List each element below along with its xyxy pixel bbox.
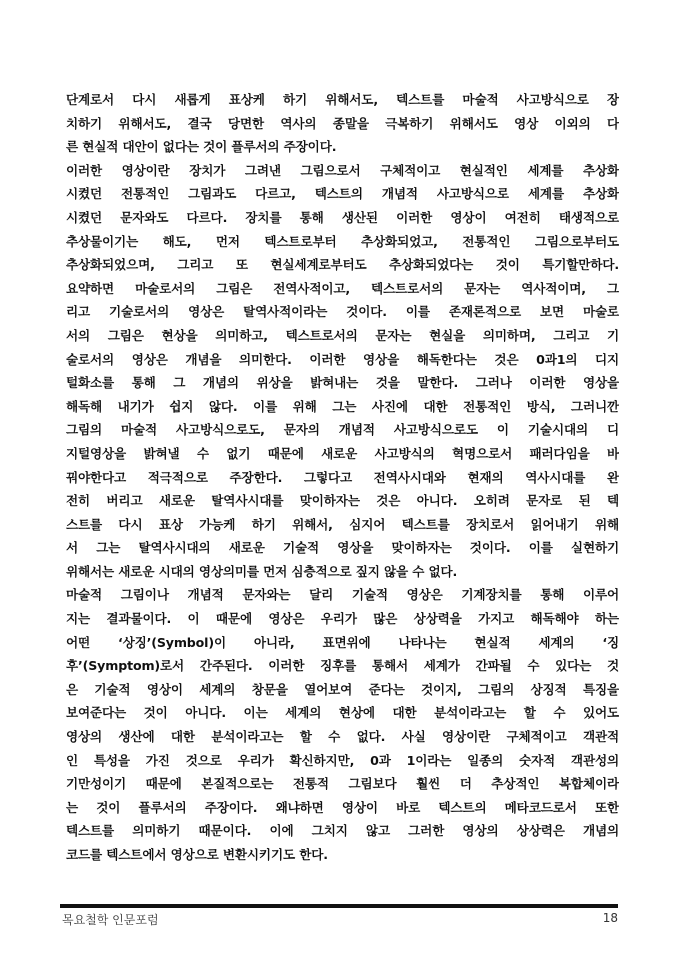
text-line: 위해서는 새로운 시대의 영상의미를 먼저 심층적으로 짚지 않을 수 없다. — [66, 563, 458, 579]
text-line: 추상물이기는 해도, 먼저 텍스트로부터 추상화되었고, 전통적인 그림으로부터도 — [66, 233, 619, 249]
text-line: 지는 결과물이다. 이 때문에 영상은 우리가 많은 상상력을 가지고 해독해야 하는 — [66, 611, 619, 627]
body-text — [66, 88, 619, 867]
text-line: 요약하면 마술로서의 그림은 전역사적이고, 텍스트로서의 문자는 역사적이며, 그 — [66, 280, 619, 296]
text-line: 른 현실적 대안이 없다는 것이 플루서의 주장이다. — [66, 139, 337, 155]
text-line: 술로서의 영상은 개념을 의미한다. 이러한 영상을 해독한다는 것은 0과1의 디지 — [66, 351, 619, 367]
text-line: 전히 버리고 새로운 탈역사시대를 맞이하자는 것은 아니다. 오히려 문자로 된 텍 — [66, 493, 619, 509]
text-line: 은 기술적 영상이 세계의 창문을 열어보여 준다는 것이지, 그림의 상징적 특징을 — [66, 681, 619, 697]
text-line: 기만성이기 때문에 본질적으로는 전통적 그림보다 훨씬 더 추상적인 복합체이라 — [66, 776, 619, 792]
text-line: 코드를 텍스트에서 영상으로 변환시키기도 한다. — [66, 847, 328, 862]
text-line: 시켰던 문자와도 다르다. 장치를 통해 생산된 이러한 영상이 여전히 태생적으로 — [66, 209, 619, 225]
text-line: 보여준다는 것이 아니다. 이는 세계의 현상에 대한 분석이라고는 할 수 있어도 — [66, 705, 619, 721]
text-line: 텍스트를 의미하기 때문이다. 이에 그치지 않고 그러한 영상의 상상력은 개념의 — [66, 823, 619, 839]
page-number: 18 — [602, 911, 618, 925]
text-line: 추상화되었으며, 그리고 또 현실세계로부터도 추상화되었다는 것이 특기할만하다. — [66, 257, 619, 273]
footer-rule — [60, 904, 618, 908]
text-line: 해독해 내기가 쉽지 않다. 이를 위해 그는 사진에 대한 전통적인 방식, 그러니깐 — [66, 398, 619, 414]
footer-title: 목요철학 인문포럼 — [62, 913, 159, 927]
text-line: 는 것이 플루서의 주장이다. 왜냐하면 영상이 바로 텍스트의 메타코드로서 또한 — [66, 799, 619, 815]
text-line: 인 특성을 가진 것으로 우리가 확신하지만, 0과 1이라는 일종의 숫자적 객관성의 — [66, 752, 619, 768]
text-line: 서 그는 탈역사시대의 새로운 기술적 영상을 맞이하자는 것이다. 이를 실현하기 — [66, 540, 619, 556]
text-line: 어떤 ‘상징’(Symbol)이 아니라, 표면위에 나타나는 현실적 세계의 ‘징 — [66, 634, 619, 650]
text-line: 마술적 그림이나 개념적 문자와는 달리 기술적 영상은 기계장치를 통해 이루어 — [66, 587, 619, 603]
text-line: 단계로서 다시 새롭게 표상케 하기 위해서도, 텍스트를 마술적 사고방식으로 장 — [66, 92, 619, 107]
text-line: 스트를 다시 표상 가능케 하기 위해서, 심지어 텍스트를 장치로서 읽어내기 위해 — [66, 516, 619, 532]
text-line: 영상의 생산에 대한 분석이라고는 할 수 없다. 사실 영상이란 구체적이고 객관적 — [66, 729, 619, 745]
text-line: 치하기 위해서도, 결국 당면한 역사의 종말을 극복하기 위해서도 영상 이외의 다 — [66, 115, 619, 131]
text-line: 지털영상을 밝혀낼 수 없기 때문에 새로운 사고방식의 혁명으로서 패러다임을 바 — [66, 445, 619, 461]
text-line: 서의 그림은 현상을 의미하고, 텍스트로서의 문자는 현실을 의미하며, 그리고 기 — [66, 327, 619, 343]
text-line: 꿔야한다고 적극적으로 주장한다. 그렇다고 전역사시대와 현재의 역사시대를 완 — [66, 469, 619, 485]
text-line: 후’(Symptom)로서 간주된다. 이러한 징후를 통해서 세계가 간파될 수 있다는 것 — [66, 658, 619, 674]
text-line: 그림의 마술적 사고방식으로도, 문자의 개념적 사고방식으로도 이 기술시대의 디 — [66, 422, 619, 438]
text-line: 이러한 영상이란 장치가 그려낸 그림으로서 구체적이고 현실적인 세계를 추상화 — [66, 162, 619, 178]
text-line: 리고 기술로서의 영상은 탈역사적이라는 것이다. 이를 존재론적으로 보면 마술로 — [66, 304, 619, 320]
text-line: 털화소를 통해 그 개념의 위상을 밝혀내는 것을 말한다. 그러나 이러한 영상을 — [66, 375, 619, 391]
text-line: 시켰던 전통적인 그림과도 다르고, 텍스트의 개념적 사고방식으로 세계를 추상화 — [66, 186, 619, 202]
